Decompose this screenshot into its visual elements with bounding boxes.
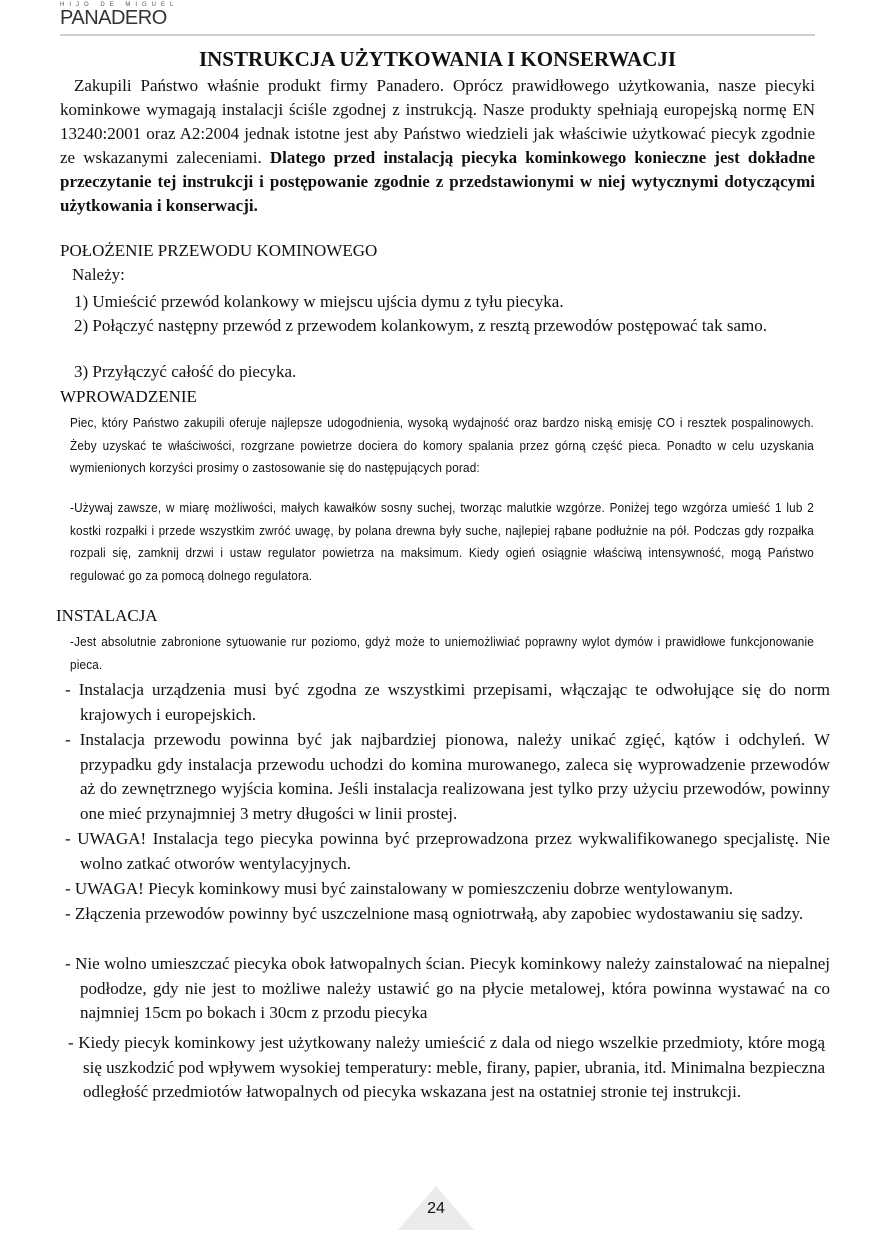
- step-1: 1) Umieścić przewód kolankowy w miejscu ujścia dymu z tyłu piecyka.: [74, 292, 564, 311]
- lighting-advice-paragraph: -Używaj zawsze, w miarę możliwości, małych kawałków sosny suchej, tworząc malutkie wzgórze. Poniżej tego wzgórza umieść 1 lub 2 kostki rozpałki i przede wszystkim zwróć uwagę, by polana drewna były suche, najlepiej rąbane podłużnie na pół. Podczas gdy rozpałka rozpali się, zamknij drzwi i ustaw regulator powietrza na maksimum. Kiedy ogień osiągnie właściwą intensywność, mogą Państwo regulować go za pomocą dolnego regulatora.: [70, 501, 814, 583]
- section-lead: Należy:: [72, 265, 125, 284]
- section-heading-installation: INSTALACJA: [56, 606, 158, 625]
- intro-text: Zakupili Państwo właśnie produkt firmy Panadero. Oprócz prawidłowego użytkowania, nasze piecyki kominkowe wymagają instalacji ściśle zgodnej z instrukcją. Nasze produkty spełniają europejską normę EN 13240:2001 oraz A2:2004 jednak istotne jest aby Państwo wiedzieli jak właściwie użytkować piecyk zgodnie ze wskazanymi zaleceniami.: [60, 76, 815, 167]
- page-number: 24: [427, 1200, 445, 1217]
- installation-warning: -Jest absolutnie zabronione sytuowanie rur poziomo, gdyż może to uniemożliwiać poprawny wylot dymów i prawidłowe funkcjonowanie pieca.: [70, 635, 814, 672]
- header-divider: [60, 34, 815, 36]
- list-item: - Nie wolno umieszczać piecyka obok łatwopalnych ścian. Piecyk kominkowy należy zainstalować na niepalnej podłodze, gdy nie jest to możliwe należy ustawić go na płycie metalowej, która powinna wystawać na co najmniej 15cm po bokach i 30cm z przodu piecyka: [65, 954, 830, 1022]
- step-3: 3) Przyłączyć całość do piecyka.: [74, 362, 297, 381]
- page-title: INSTRUKCJA UŻYTKOWANIA I KONSERWACJI: [198, 47, 677, 71]
- logo-brand: PANADERO: [60, 7, 167, 29]
- list-item: - Kiedy piecyk kominkowy jest użytkowany należy umieścić z dala od niego wszelkie przedmioty, które mogą się uszkodzić pod wpływem wysokiej temperatury: meble, firany, papier, ubrania, itd. Minimalna bezpieczna odległość przedmiotów łatwopalnych od piecyka wskazana jest na ostatniej stronie tej instrukcji.: [68, 1033, 825, 1101]
- section-heading-intro: WPROWADZENIE: [60, 387, 197, 406]
- list-item: - UWAGA! Piecyk kominkowy musi być zainstalowany w pomieszczeniu dobrze wentylowanym.: [65, 879, 734, 898]
- section-heading-chimney: POŁOŻENIE PRZEWODU KOMINOWEGO: [60, 241, 378, 260]
- list-item: - Instalacja urządzenia musi być zgodna ze wszystkimi przepisami, włączając te odwołujące się do norm krajowych i europejskich.: [65, 680, 830, 724]
- panadero-logo: [60, 2, 178, 28]
- intro-paragraph: [60, 74, 815, 218]
- list-item: - Złączenia przewodów powinny być uszczelnione masą ogniotrwałą, aby zapobiec wydostawaniu się sadzy.: [65, 904, 804, 923]
- list-item: - Instalacja przewodu powinna być jak najbardziej pionowa, należy unikać zgięć, kątów i odchyleń. W przypadku gdy instalacja przewodu uchodzi do komina murowanego, zaleca się wyprowadzenie przewodów aż do zewnętrznego wyjścia komina. Jeśli instalacja realizowana jest tylko przy użyciu przewodów, powinny one mieć przynajmniej 3 metry długości w linii prostej.: [65, 730, 830, 823]
- logo-tagline: HIJO DE MIGUEL: [60, 2, 179, 8]
- intro-sans-paragraph: Piec, który Państwo zakupili oferuje najlepsze udogodnienia, wysoką wydajność oraz bardzo niską emisję CO i resztek pospalinowych. Żeby uzyskać te właściwości, rozgrzane powietrze dociera do komory spalania przez górną część pieca. Ponadto w celu uzyskania wymienionych korzyści prosimy o zastosowanie się do następujących porad:: [70, 416, 814, 475]
- list-item: - UWAGA! Instalacja tego piecyka powinna być przeprowadzona przez wykwalifikowanego specjalistę. Nie wolno zatkać otworów wentylacyjnych.: [65, 829, 830, 873]
- intro-bold-text: Dlatego przed instalacją piecyka kominkowego konieczne jest dokładne przeczytanie tej instrukcji i postępowanie zgodnie z przedstawionymi w niej wytycznymi dotyczącymi użytkowania i konserwacji.: [60, 148, 815, 215]
- step-2: 2) Połączyć następny przewód z przewodem kolankowym, z resztą przewodów postępować tak samo.: [74, 316, 767, 335]
